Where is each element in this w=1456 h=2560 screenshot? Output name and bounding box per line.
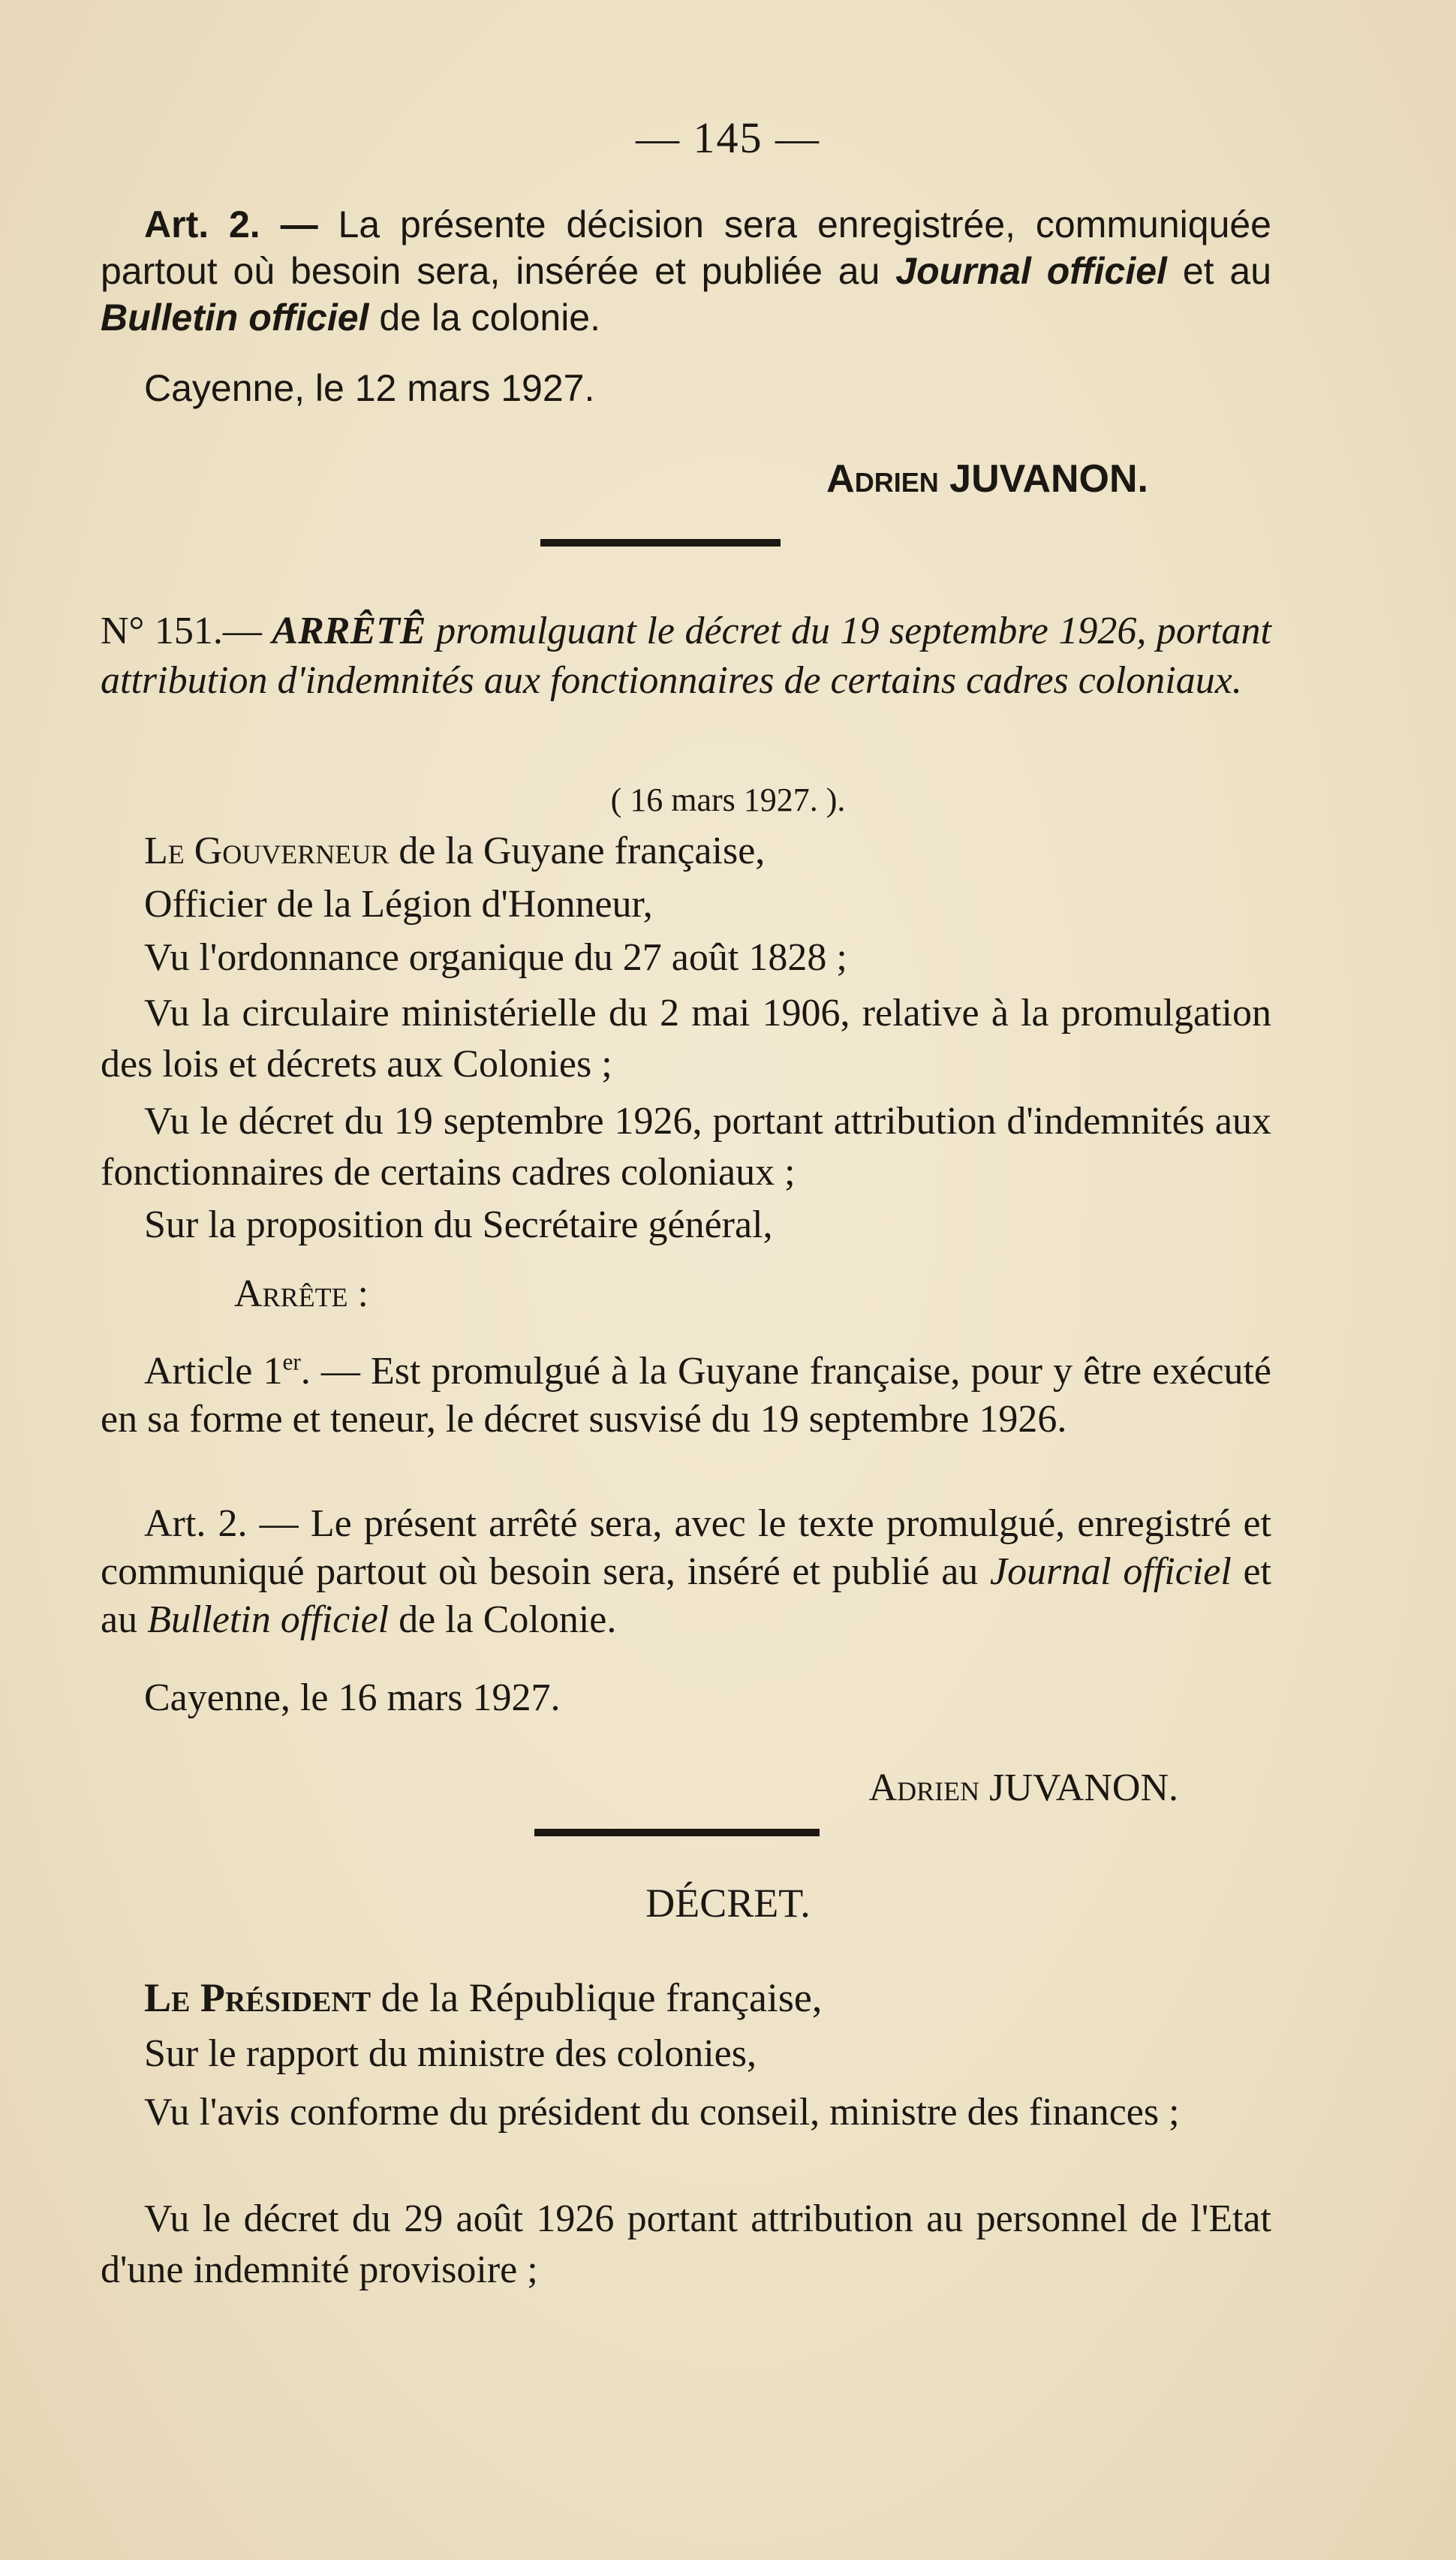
arrete-title-word: ARRÊTÊ [272,610,426,652]
sur-proposition: Sur la proposition du Secrétaire général, [144,1203,773,1246]
date-line-1: Cayenne, le 12 mars 1927. [144,367,595,409]
dash: — [260,203,338,245]
article-2-bulletin: Bulletin officiel [147,1598,390,1641]
signature-2: Adrien JUVANON. [868,1766,1178,1809]
article-2 [101,1500,1271,1644]
officier-line: Officier de la Légion d'Honneur, [144,883,653,926]
president-line [144,1974,822,2021]
arrete-word: Arrête : [234,1272,369,1315]
vu-circulaire: Vu la circulaire ministérielle du 2 mai 1906, relative à la promulgation des lois et décrets aux Colonies ; [101,992,1271,1086]
vu-decret-29-aout: Vu le décret du 29 août 1926 portant attribution au personnel de l'Etat d'une indemnité provisoire ; [101,2197,1271,2291]
article-2-label: Art. 2. [144,1502,248,1545]
arrete-title: promulguant le décret du 19 septembre 1926, portant attribution d'indemnités aux fonctionnaires de certains cadres coloniaux. [101,610,1271,702]
bulletin-officiel: Bulletin officiel [101,297,369,339]
article-2-mid: et au [101,1550,1272,1641]
arrete-date: ( 16 mars 1927. ). [610,782,846,818]
article-2-text: — Le présent arrêté sera, avec le texte promulgué, enregistré et communiqué partout où besoin sera, inséré et publié au [101,1502,1271,1593]
divider-rule-1 [540,539,781,547]
page-number: — 145 — [636,113,820,162]
vu-decret: Vu le décret du 19 septembre 1926, portant attribution d'indemnités aux fonctionnaires de certains cadres coloniaux ; [101,1100,1271,1194]
article-1-label: Article 1 [144,1350,283,1393]
article-1-text: . — Est promulgué à la Guyane française, pour y être exécuté en sa forme et teneur, le décret susvisé du 19 septembre 1926. [101,1350,1271,1441]
signature-1: Adrien JUVANON. [826,457,1148,501]
journal-officiel: Journal officiel [895,250,1167,292]
gouverneur-rest: de la Guyane française, [389,830,766,872]
article-1-sup: er [282,1348,301,1375]
article-text-mid: et au [1166,250,1271,292]
gouverneur-label: Le Gouverneur [144,830,390,872]
vu-avis: Vu l'avis conforme du président du conseil, ministre des finances ; [144,2091,1180,2134]
arrete-number: N° 151. [101,610,223,652]
arrete-heading [101,607,1271,706]
president-label: Le Président [144,1975,372,2020]
date-line-2: Cayenne, le 16 mars 1927. [144,1676,561,1719]
gouverneur-line [144,829,765,873]
article-2-journal: Journal officiel [989,1550,1232,1593]
article-2-end: de la Colonie. [389,1598,617,1641]
article-text-end: de la colonie. [369,297,600,339]
decret-heading: DÉCRET. [645,1881,811,1926]
article-label: Art. 2. [144,203,260,245]
article-text: La présente décision sera enregistrée, communiquée partout où besoin sera, insérée et publiée au [101,203,1271,292]
sur-rapport: Sur le rapport du ministre des colonies, [144,2032,757,2075]
article-1 [101,1348,1271,1444]
previous-article-2 [101,201,1271,341]
president-rest: de la République française, [371,1975,823,2020]
arrete-dash: — [222,610,272,652]
divider-rule-2 [534,1829,820,1836]
vu-ordonnance: Vu l'ordonnance organique du 27 août 1828 ; [144,936,847,979]
